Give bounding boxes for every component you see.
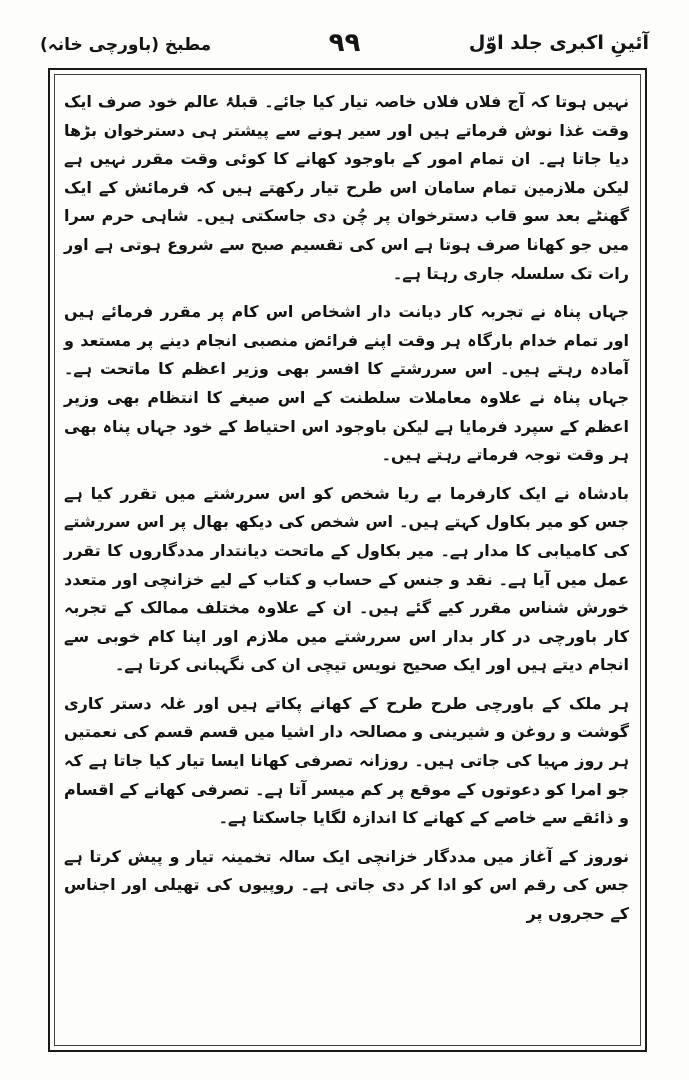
body-text	[64, 82, 629, 1032]
chapter-heading: مطبخ (باورچی خانہ)	[40, 35, 212, 55]
page-header	[40, 28, 649, 64]
book-title: آئینِ اکبری جلد اوّل	[468, 32, 649, 54]
page-number: ۹۹	[328, 28, 361, 58]
paragraph-3: بادشاہ نے ایک کارفرما بے ریا شخص کو اس سررشتے میں تقرر کیا ہے جس کو میر بکاول کہتے ہیں۔ اس شخص کی دیکھ بھال پر اس سررشتے کی کامیابی کا مدار ہے۔ میر بکاول کے ماتحت دیانتدار مددگاروں کا تقرر عمل میں آیا ہے۔ نقد و جنس کے حساب و کتاب کے لیے خزانچی اور متعدد خورش شناس مقرر کیے گئے ہیں۔ ان کے علاوہ مختلف ممالک کے تجربہ کار باورچی در کار بدار اس سررشتے میں ملازم اور اپنا کام خوبی سے انجام دیتے ہیں اور ایک صحیح نویس تیچی ان کی نگہبانی کرتا ہے۔	[64, 483, 629, 675]
paragraph-5: نوروز کے آغاز میں مددگار خزانچی ایک سالہ تخمینہ تیار و پیش کرتا ہے جس کی رقم اس کو ادا کر دی جاتی ہے۔ روپیوں کی تھیلی اور اجناس کے حجروں پر	[64, 846, 629, 924]
paragraph-2: جہاں پناہ نے تجربہ کار دیانت دار اشخاص اس کام پر مقرر فرمائے ہیں اور تمام خدام بارگاہ ہر وقت اپنے فرائض منصبی انجام دینے پر مستعد و آمادہ رہتے ہیں۔ اس سررشتے کا افسر بھی وزیر اعظم کا ماتحت ہے۔ جہاں پناہ نے علاوہ معاملات سلطنت کے اس صیغے کا انتظام بھی وزیر اعظم کے سپرد فرمایا ہے لیکن باوجود اس احتیاط کے خود جہاں پناہ بھی ہر وقت توجہ فرماتے رہتے ہیں۔	[64, 302, 629, 465]
paragraph-4: ہر ملک کے باورچی طرح طرح کے کھانے پکاتے ہیں اور غلہ دستر کاری گوشت و روغن و شیرینی و مصالحہ دار اشیا میں قسم قسم کی نعمتیں ہر روز مہیا کی جاتی ہیں۔ روزانہ تصرفی کھانا ایسا تیار کیا جاتا ہے کہ جو امرا کو دعوتوں کے موقع پر کم میسر آتا ہے۔ تصرفی کھانے کے اقسام و ذائقے سے خاصے کے کھانے کا اندازہ لگایا جاسکتا ہے۔	[64, 693, 629, 828]
paragraph-1: نہیں ہوتا کہ آج فلاں فلاں خاصہ تیار کیا جائے۔ قبلۂ عالم خود صرف ایک وقت غذا نوش فرماتے ہیں اور سیر ہونے سے پیشتر ہی دسترخوان بڑھا دیا جاتا ہے۔ ان تمام امور کے باوجود کھانے کا کوئی وقت مقرر نہیں ہے لیکن ملازمین تمام سامان اس طرح تیار رکھتے ہیں کہ فرمائش کے ایک گھنٹے بعد سو قاب دسترخوان پر چُن دی جاسکتی ہیں۔ شاہی حرم سرا میں جو کھانا صرف ہوتا ہے اس کی تقسیم صبح سے شروع ہوتی ہے اور رات تک سلسلہ جاری رہتا ہے۔	[64, 92, 629, 283]
